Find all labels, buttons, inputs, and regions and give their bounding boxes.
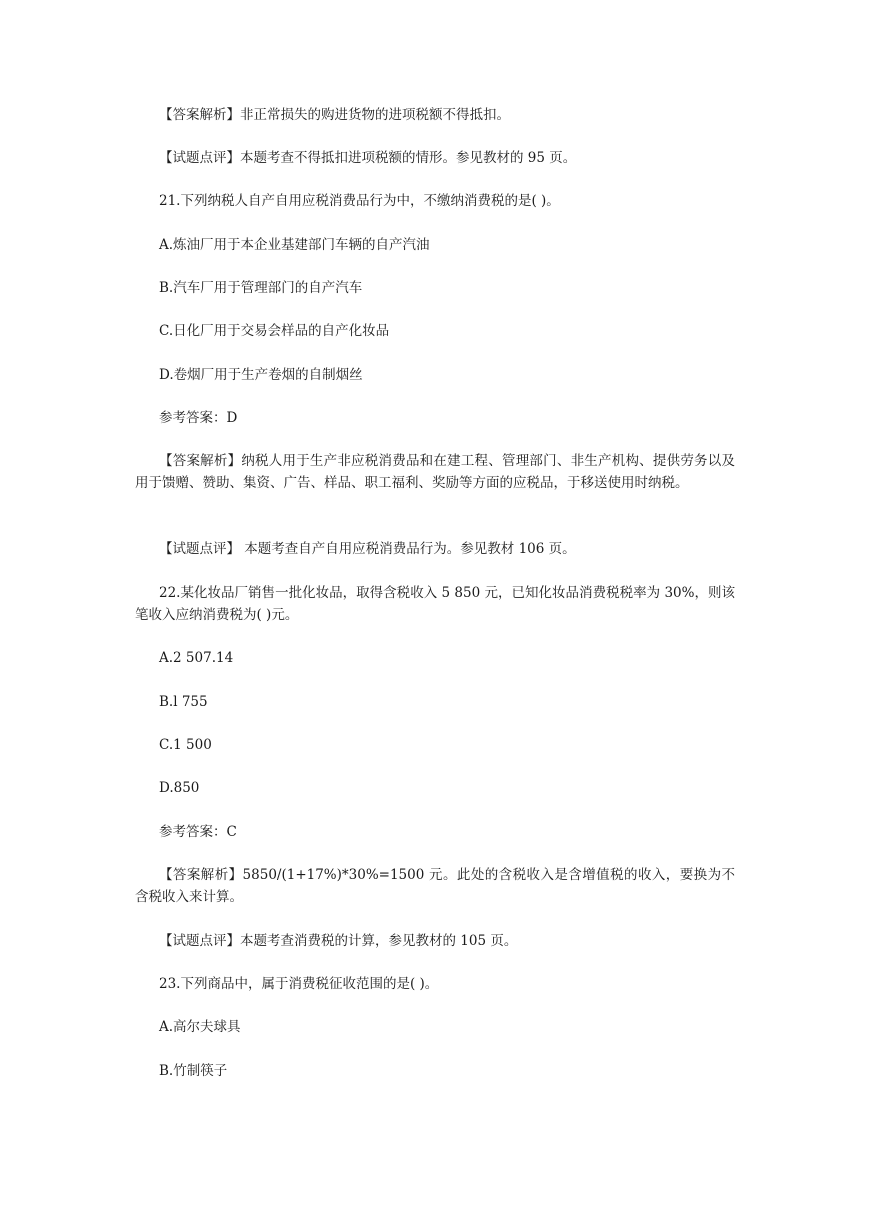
q21-option-b: B.汽车厂用于管理部门的自产汽车 [159,280,363,296]
q22-reference-answer: 参考答案：C [159,824,237,840]
q21-option-d: D.卷烟厂用于生产卷烟的自制烟丝 [159,367,363,383]
q23-option-a: A.高尔夫球具 [159,1019,241,1035]
question-23: 23.下列商品中，属于消费税征收范围的是( )。 [159,976,439,992]
question-22: 22.某化妆品厂销售一批化妆品，取得含税收入 5 850 元，已知化妆品消费税税率为 30%，则该笔收入应纳消费税为( )元。 [135,585,735,623]
q21-reference-answer: 参考答案：D [159,410,238,426]
question-comment-20: 【试题点评】本题考查不得抵扣进项税额的情形。参见教材的 95 页。 [159,150,577,166]
q22-option-c: C.1 500 [159,737,212,753]
q22-answer-analysis: 【答案解析】5850/(1+17%)*30%=1500 元。此处的含税收入是含增值税的收入，要换为不含税收入来计算。 [135,867,735,905]
q21-option-c: C.日化厂用于交易会样品的自产化妆品 [159,323,390,339]
q22-option-a: A.2 507.14 [159,650,234,666]
q22-option-d: D.850 [159,780,200,796]
answer-analysis-20: 【答案解析】非正常损失的购进货物的进项税额不得抵扣。 [159,107,510,123]
q21-option-a: A.炼油厂用于本企业基建部门车辆的自产汽油 [159,237,430,253]
question-21: 21.下列纳税人自产自用应税消费品行为中，不缴纳消费税的是( )。 [159,193,560,209]
q22-option-b: B.l 755 [159,694,208,710]
q21-question-comment: 【试题点评】 本题考查自产自用应税消费品行为。参见教材 106 页。 [159,541,576,557]
q21-answer-analysis: 【答案解析】纳税人用于生产非应税消费品和在建工程、管理部门、非生产机构、提供劳务以及用于馈赠、赞助、集资、广告、样品、职工福利、奖励等方面的应税品，于移送使用时纳税。 [135,453,735,491]
q23-option-b: B.竹制筷子 [159,1063,228,1079]
q22-question-comment: 【试题点评】本题考查消费税的计算，参见教材的 105 页。 [159,933,518,949]
